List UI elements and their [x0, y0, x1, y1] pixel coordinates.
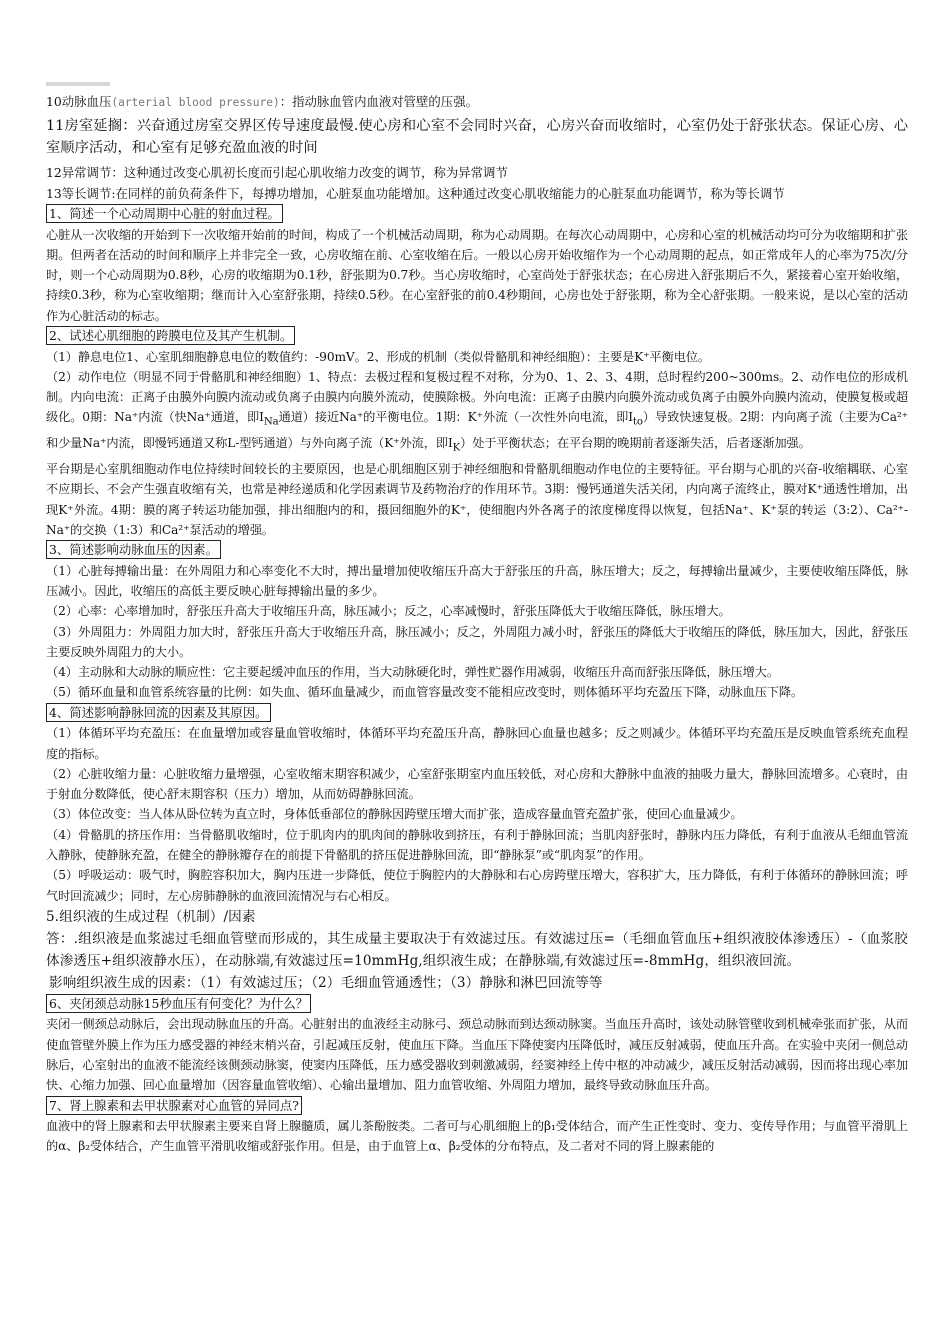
definition-text: ：指动脉血管内血液对管壁的压强。 [279, 94, 478, 109]
answer-2-3: 平台期是心室肌细胞动作电位持续时间较长的主要原因，也是心肌细胞区别于神经细胞和骨骼肌细胞动作电位的主要特征。平台期与心肌的兴奋-收缩耦联、心室不应期长、不会产生强直收缩有关，也常是神经递质和化学因素调节及药物治疗的作用环节。3期：慢钙通道失活关闭，内向离子流终止，膜对K⁺通透性增加，出现K⁺外流。4期：膜的离子转运功能加强，排出细胞内的和，摄回细胞外的K⁺，使细胞内外各离子的浓度梯度得以恢复，包括Na⁺、K⁺泵的转运（3:2）、Ca²⁺-Na⁺的交换（1:3）和Ca²⁺泵活动的增强。 [46, 461, 908, 537]
question-3: 3、简述影响动脉血压的因素。 [46, 540, 221, 559]
answer-4-2: （2）心脏收缩力量：心脏收缩力量增强，心室收缩末期容积减少，心室舒张期室内血压较低，对心房和大静脉中血液的抽吸力量大，静脉回流增多。心衰时，由于射血分数降低，使心舒末期容积（压力）增加，从而妨碍静脉回流。 [46, 766, 908, 802]
definition-13: 13等长调节:在同样的前负荷条件下，每搏功增加，心脏泵血功能增加。这种通过改变心肌收缩能力的心脏泵血功能调节，称为等长调节 [46, 185, 785, 201]
answer-4-4: （4）骨骼肌的挤压作用：当骨骼肌收缩时，位于肌肉内的肌肉间的静脉收到挤压，有利于静脉回流；当肌肉舒张时，静脉内压力降低，有利于血液从毛细血管流入静脉，使静脉充盈，在健全的静脉瓣存在的前提下骨骼肌的挤压促进静脉回流，即“静脉泵”或“肌肉泵”的作用。 [46, 827, 908, 862]
term-english: (arterial blood pressure) [111, 96, 280, 109]
answer-6: 夹闭一侧颈总动脉后，会出现动脉血压的升高。心脏射出的血液经主动脉弓、颈总动脉而到达颈动脉窦。当血压升高时，该处动脉管壁收到机械牵张而扩张，从而使血管壁外膜上作为压力感受器的神经末梢兴奋，引起减压反射，使血压下降。当血压下降使窦内压降低时，减压反射减弱，使血压升高。在实验中夹闭一侧总动脉后，心室射出的血液不能流经该侧颈动脉窦，使窦内压降低，压力感受器收到刺激减弱，经窦神经上传中枢的冲动减少，减压反射活动减弱，因而将出现心率加快、心缩力加强、回心血量增加（因容量血管收缩）、心输出量增加、阻力血管收缩、外周阻力增加，最终导致动脉血压升高。 [46, 1017, 908, 1093]
answer-5-2: 影响组织液生成的因素：（1）有效滤过压；（2）毛细血管通透性；（3）静脉和淋巴回流等等 [49, 974, 603, 991]
question-7: 7、肾上腺素和去甲状腺素对心血管的异同点? [46, 1096, 302, 1115]
answer-7: 血液中的肾上腺素和去甲状腺素主要来自肾上腺髓质，属儿茶酚胺类。二者可与心肌细胞上的β₁受体结合，而产生正性变时、变力、变传导作用；与血管平滑肌上的α、β₂受体结合，产生血管平滑肌收缩或舒张作用。但是，由于血管上α、β₂受体的分布特点，及二者对不同的肾上腺素能的 [46, 1119, 908, 1154]
answer-3-3: （3）外周阻力：外周阻力加大时，舒张压升高大于收缩压升高，脉压减小；反之，外周阻力减小时，舒张压的降低大于收缩压的降低，脉压加大，因此，舒张压主要反映外周阻力的大小。 [46, 624, 908, 659]
answer-2-1: （1）静息电位1、心室肌细胞静息电位的数值约：-90mV。2、形成的机制（类似骨骼肌和神经细胞）：主要是K⁺平衡电位。 [46, 349, 710, 364]
question-6: 6、夹闭颈总动脉15秒血压有何变化？为什么？ [46, 994, 311, 1013]
answer-4-5: （5）呼吸运动：吸气时，胸腔容积加大，胸内压进一步降低，使位于胸腔内的大静脉和右心房跨壁压增大，容积扩大，压力降低，有利于体循环的静脉回流；呼气时回流减少；同时，左心房肺静脉的血液回流情况与右心相反。 [46, 868, 908, 903]
answer-4-3: （3）体位改变：当人体从卧位转为直立时，身体低垂部位的静脉因跨壁压增大而扩张，造成容量血管充盈扩张，使回心血量减少。 [46, 807, 743, 822]
question-2: 2、试述心肌细胞的跨膜电位及其产生机制。 [46, 326, 295, 345]
question-5: 5.组织液的生成过程（机制）/因素 [46, 908, 256, 925]
answer-3-2: （2）心率：心率增加时，舒张压升高大于收缩压升高，脉压减小；反之，心率减慢时，舒张压降低大于收缩压降低，脉压增大。 [46, 604, 731, 619]
answer-3-5: （5）循环血量和血管系统容量的比例：如失血、循环血量减少，而血管容量改变不能相应改变时，则体循环平均充盈压下降，动脉血压下降。 [46, 685, 804, 700]
answer-1: 心脏从一次收缩的开始到下一次收缩开始前的时间，构成了一个机械活动周期，称为心动周期。在每次心动周期中，心房和心室的机械活动均可分为收缩期和扩张期。但两者在活动的时间和顺序上并非完全一致，心房收缩在前、心室收缩在后。一般以心房开始收缩作为一个心动周期的起点，如正常成年人的心率为75次/分时，则一个心动周期为0.8秒，心房的收缩期为0.1秒，舒张期为0.7秒。当心房收缩时，心室尚处于舒张状态；在心房进入舒张期后不久，紧接着心室开始收缩，持续0.3秒，称为心室收缩期；继而计入心室舒张期，持续0.5秒。在心室舒张的前0.4秒期间，心房也处于舒张期，称为全心舒张期。一般来说，是以心室的活动作为心脏活动的标志。 [46, 227, 908, 323]
answer-4-1: （1）体循环平均充盈压：在血量增加或容量血管收缩时，体循环平均充盈压升高，静脉回心血量也越多；反之则减少。体循环平均充盈压是反映血管系统充血程度的指标。 [46, 726, 908, 761]
answer-5-1: 答：.组织液是血浆滤过毛细血管壁而形成的，其生成量主要取决于有效滤过压。有效滤过压=（毛细血管血压+组织液胶体渗透压）-（血浆胶体渗透压+组织液静水压），在动脉端,有效滤过压=10mmHg,组织液生成；在静脉端,有效滤过压=-8mmHg，组织液回流。 [46, 930, 908, 969]
document-page [46, 92, 908, 1157]
term: 10动脉血压 [46, 94, 112, 109]
definition-10 [46, 92, 908, 114]
header-rule [46, 82, 110, 86]
question-1: 1、简述一个心动周期中心脏的射血过程。 [46, 204, 283, 223]
definition-11: 11房室延搁：兴奋通过房室交界区传导速度最慢.使心房和心室不会同时兴奋，心房兴奋而收缩时，心室仍处于舒张状态。保证心房、心室顺序活动，和心室有足够充盈血液的时间 [46, 117, 908, 157]
question-4: 4、简述影响静脉回流的因素及其原因。 [46, 703, 271, 722]
answer-3-1: （1）心脏每搏输出量：在外周阻力和心率变化不大时，搏出量增加使收缩压升高大于舒张压的升高，脉压增大；反之，每搏输出量减少，主要使收缩压降低，脉压减小。因此，收缩压的高低主要反映心脏每搏输出量的多少。 [46, 563, 908, 598]
definition-12: 12异常调节：这种通过改变心肌初长度而引起心肌收缩力改变的调节，称为异常调节 [46, 165, 508, 181]
answer-3-4: （4）主动脉和大动脉的顺应性：它主要起缓冲血压的作用，当大动脉硬化时，弹性贮器作用减弱，收缩压升高而舒张压降低，脉压增大。 [46, 665, 779, 680]
answer-2-2: （2）动作电位（明显不同于骨骼肌和神经细胞）1、特点：去极过程和复极过程不对称，分为0、1、2、3、4期，总时程约200~300ms。2、动作电位的形成机制。内向电流：正离子由膜外向膜内流动或负离子由膜内向膜外流动，使膜除极。外向电流：正离子由膜内向膜外流动或负离子由膜外向膜内流动，使膜复极或超级化。0期：Na⁺内流（快Na⁺通道，即$I_{Na}$通道）接近Na⁺的平衡电位。1期：K⁺外流（一次性外向电流，即$I_{to}$）导致快速复极。2期：内向离子流（主要为Ca²⁺和少量Na⁺内流，即慢钙通道又称L-型钙通道）与外向离子流（K⁺外流，即$I_K$）处于平衡状态；在平台期的晚期前者逐渐失活，后者逐渐加强。 [46, 369, 909, 454]
